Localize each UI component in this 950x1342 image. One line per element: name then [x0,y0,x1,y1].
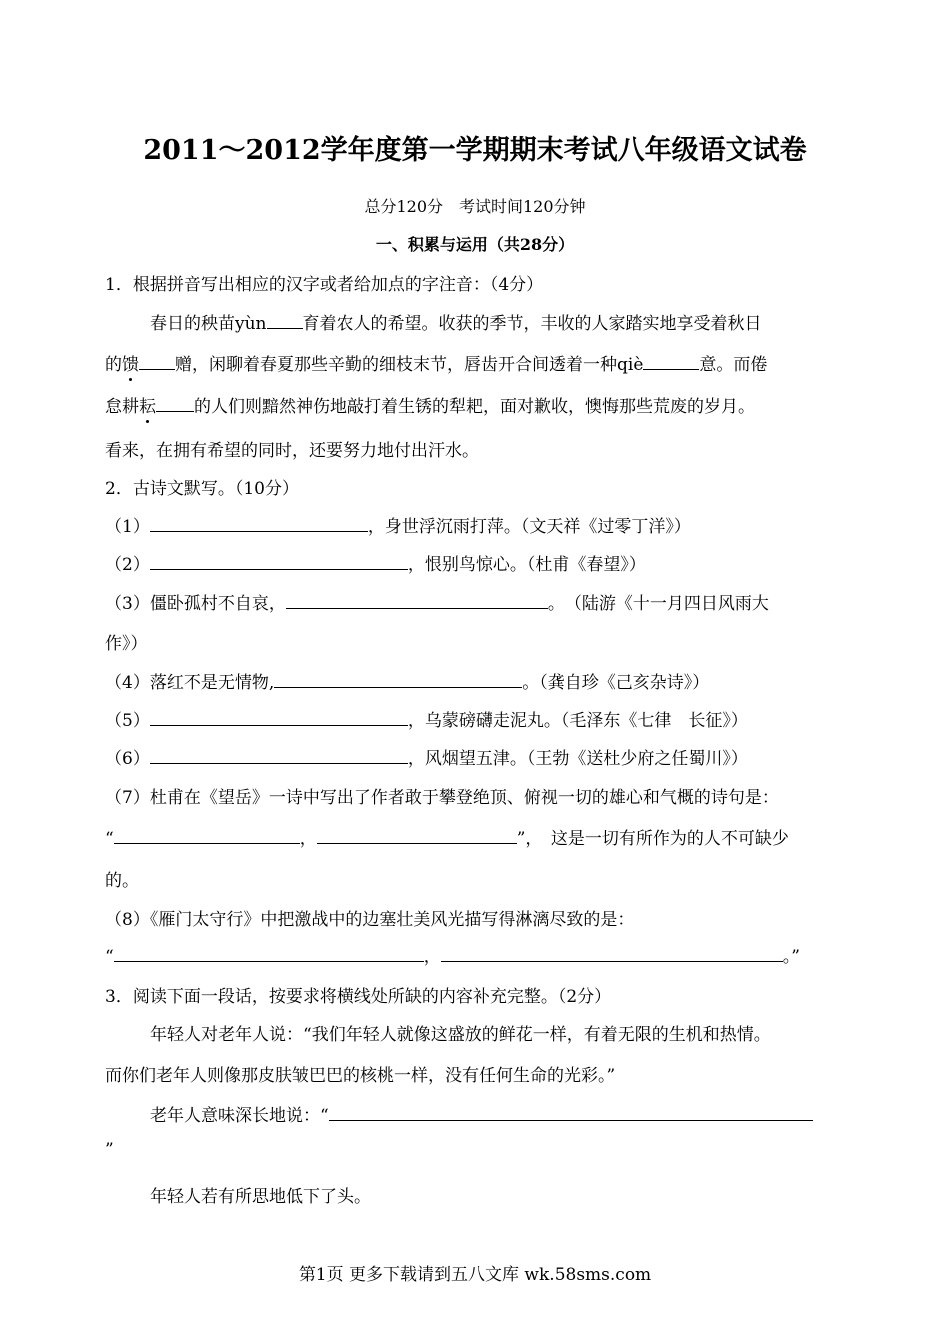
answer-blank[interactable] [267,310,303,329]
q3-paragraph: 年轻人对老年人说：“我们年轻人就像这盛放的鲜花一样，有着无限的生机和热情。 [150,1025,771,1045]
answer-blank[interactable] [329,1102,813,1121]
answer-blank[interactable] [441,943,783,962]
q2-item-3-cont: 作》） [105,634,148,654]
q3-prompt: 3．阅读下面一段话，按要求将横线处所缺的内容补充完整。（2分） [105,987,612,1007]
answer-blank[interactable] [286,590,548,609]
dotted-char: 馈 [122,350,139,375]
q2-item-6: （6） ，风烟望五津。（王勃《送杜少府之任蜀川》） [105,744,748,769]
answer-blank[interactable] [643,351,699,370]
q1-line: 怠耕耘 的人们则黯然神伤地敲打着生锈的犁耙，面对歉收，懊悔那些荒废的岁月。 [105,392,755,417]
answer-blank[interactable] [156,393,194,412]
answer-blank[interactable] [274,669,522,688]
answer-blank[interactable] [317,825,517,844]
q3-answer-line: 老年人意味深长地说：“ [150,1101,813,1126]
answer-blank[interactable] [139,351,175,370]
answer-blank[interactable] [114,943,424,962]
q2-item-7-answer: “ ， ”， 这是一切有所作为的人不可缺少 [105,824,789,849]
q3-closing-quote: ” [105,1140,114,1160]
page-footer: 第1页 更多下载请到五八文库 wk.58sms.com [298,1265,652,1285]
answer-blank[interactable] [150,707,408,726]
q2-item-7-cont: 的。 [105,871,139,891]
q3-paragraph: 年轻人若有所思地低下了头。 [150,1187,371,1207]
q2-item-3: （3）僵卧孤村不自哀， 。 （陆游《十一月四日风雨大 [105,589,769,614]
section-heading: 一、积累与运用（共28分） [375,235,575,254]
answer-blank[interactable] [114,825,300,844]
q3-paragraph: 而你们老年人则像那皮肤皱巴巴的核桃一样，没有任何生命的光彩。” [105,1066,616,1086]
answer-blank[interactable] [150,745,408,764]
q1-prompt: 1．根据拼音写出相应的汉字或者给加点的字注音：（4分） [105,275,544,295]
q2-item-7: （7）杜甫在《望岳》一诗中写出了作者敢于攀登绝顶、俯视一切的雄心和气概的诗句是： [105,788,779,808]
page-title: 2011～2012学年度第一学期期末考试八年级语文试卷 [143,135,807,166]
q2-item-5: （5） ，乌蒙磅礴走泥丸。（毛泽东《七律 长征》） [105,706,748,731]
q2-item-8-answer: “ ， 。” [105,942,800,967]
q2-item-4: （4）落红不是无情物, 。（龚自珍《己亥杂诗》） [105,668,709,693]
q1-line: 看来，在拥有希望的同时，还要努力地付出汗水。 [105,441,479,461]
dotted-char: 耘 [139,392,156,417]
q1-line: 春日的秧苗yùn 育着农人的希望。收获的季节，丰收的人家踏实地享受着秋日 [150,309,762,334]
q2-prompt: 2．古诗文默写。（10分） [105,479,299,499]
q2-item-8: （8）《雁门太守行》中把激战中的边塞壮美风光描写得淋漓尽致的是： [105,910,635,930]
q2-item-1: （1） ，身世浮沉雨打萍。（文天祥《过零丁洋》） [105,512,691,537]
answer-blank[interactable] [150,551,408,570]
answer-blank[interactable] [150,513,368,532]
exam-info: 总分120分 考试时间120分钟 [364,197,586,216]
q1-line: 的馈 赠，闲聊着春夏那些辛勤的细枝末节，唇齿开合间透着一种qiè 意。而倦 [105,350,767,375]
q2-item-2: （2） ，恨别鸟惊心。（杜甫《春望》） [105,550,646,575]
